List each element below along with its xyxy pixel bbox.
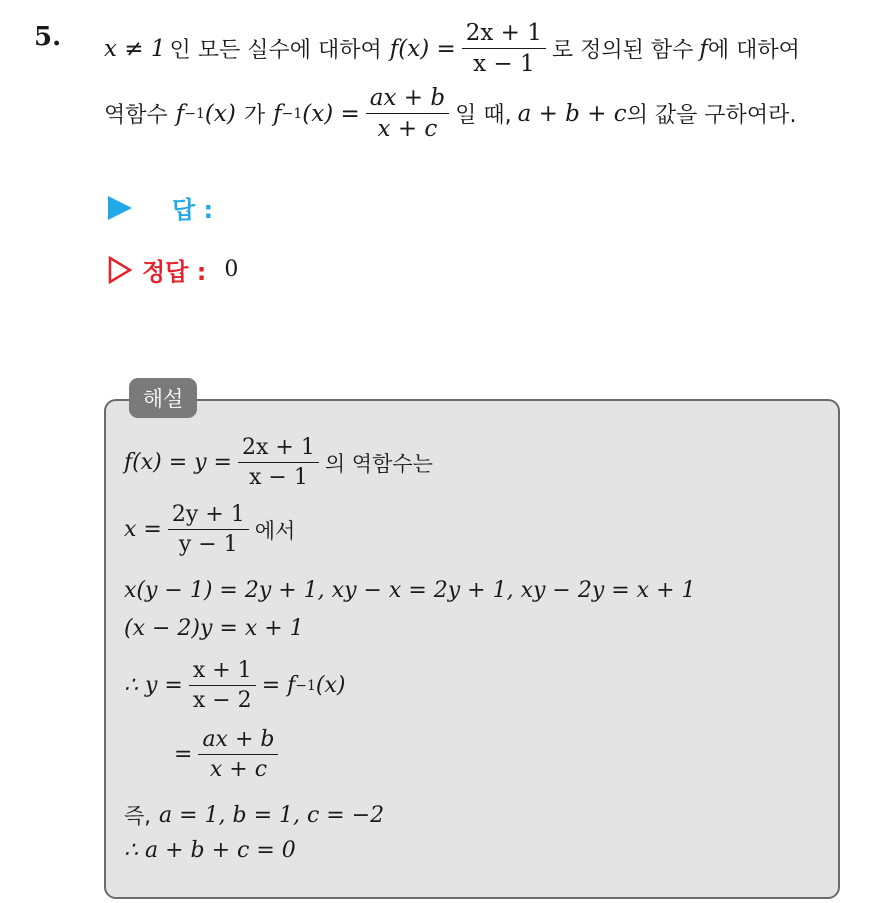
question-text: 에 대하여 <box>707 38 800 64</box>
solution-fraction <box>189 658 256 714</box>
inverse-fraction <box>366 85 449 143</box>
correct-answer-value: 0 <box>224 257 239 282</box>
question-text: 로 정의된 함수 <box>551 38 694 64</box>
solution-line-3: x(y − 1) = 2y + 1, xy − x = 2y + 1, xy − 2y = x + 1 <box>124 578 696 603</box>
fraction-numerator: x + 1 <box>189 658 256 686</box>
play-outline-icon <box>108 256 132 284</box>
solution-text: 의 역함수는 <box>324 451 433 476</box>
play-icon <box>108 196 132 220</box>
correct-answer-label: 정답 : <box>142 258 207 286</box>
inverse-function: f <box>175 100 185 127</box>
question-text: 인 모든 실수에 대하여 <box>169 38 382 64</box>
solution-expr: = <box>174 742 193 768</box>
condition: x ≠ 1 <box>104 35 166 62</box>
inverse-exponent: −1 <box>184 105 205 122</box>
question-line-2 <box>104 85 796 143</box>
fraction-denominator: x + c <box>377 116 438 143</box>
solution-expr: x = <box>124 517 162 543</box>
solution-line-6 <box>174 727 284 783</box>
inverse-exponent: −1 <box>281 105 303 122</box>
solution-line-1 <box>124 435 433 491</box>
question-text: 가 <box>243 103 266 129</box>
fraction-denominator: x − 1 <box>249 465 308 491</box>
question-line-1 <box>104 20 800 78</box>
solution-line-8: ∴ a + b + c = 0 <box>124 838 296 863</box>
solution-fraction <box>168 502 249 558</box>
function-fraction <box>462 20 546 78</box>
solution-line-7 <box>124 800 384 830</box>
fraction-denominator: x − 2 <box>192 688 252 714</box>
question-number: 5. <box>34 22 62 52</box>
inverse-arg: (x) = <box>302 100 360 127</box>
solution-text: 즉, <box>124 804 151 828</box>
inverse-exponent: −1 <box>295 677 316 694</box>
fraction-denominator: x − 1 <box>473 51 535 78</box>
solution-expr: f(x) = y = <box>124 450 232 476</box>
solution-expr: ∴ y = <box>124 673 183 699</box>
correct-answer-row <box>108 252 238 287</box>
solution-line-2 <box>124 502 295 558</box>
solution-fraction <box>238 435 319 491</box>
solution-tab: 해설 <box>129 378 197 418</box>
solution-line-4: (x − 2)y = x + 1 <box>124 616 304 641</box>
fraction-numerator: ax + b <box>366 85 449 114</box>
inverse-arg: (x) <box>204 100 236 127</box>
solution-line-5 <box>124 658 345 714</box>
fraction-numerator: ax + b <box>198 727 278 755</box>
inverse-arg: (x) <box>315 673 346 699</box>
function-name: f <box>699 35 708 62</box>
answer-row[interactable] <box>108 190 231 225</box>
fraction-numerator: 2x + 1 <box>462 20 546 49</box>
fraction-denominator: x + c <box>209 757 268 783</box>
solution-text: 에서 <box>254 518 296 543</box>
question-text: 일 때, <box>455 103 512 129</box>
question-text: 의 값을 구하여라. <box>626 103 797 129</box>
answer-label: 답 : <box>172 196 214 224</box>
inverse-function: f <box>273 100 282 127</box>
question-text: 역함수 <box>104 103 168 129</box>
solution-fraction <box>198 727 278 783</box>
fraction-denominator: y − 1 <box>178 532 238 558</box>
sum-expression: a + b + c <box>517 100 627 127</box>
fraction-numerator: 2x + 1 <box>238 435 319 463</box>
inverse-function: = f <box>261 673 296 699</box>
solution-expr: a = 1, b = 1, c = −2 <box>158 802 385 828</box>
fraction-numerator: 2y + 1 <box>168 502 249 530</box>
function-lhs: f(x) = <box>389 35 456 62</box>
